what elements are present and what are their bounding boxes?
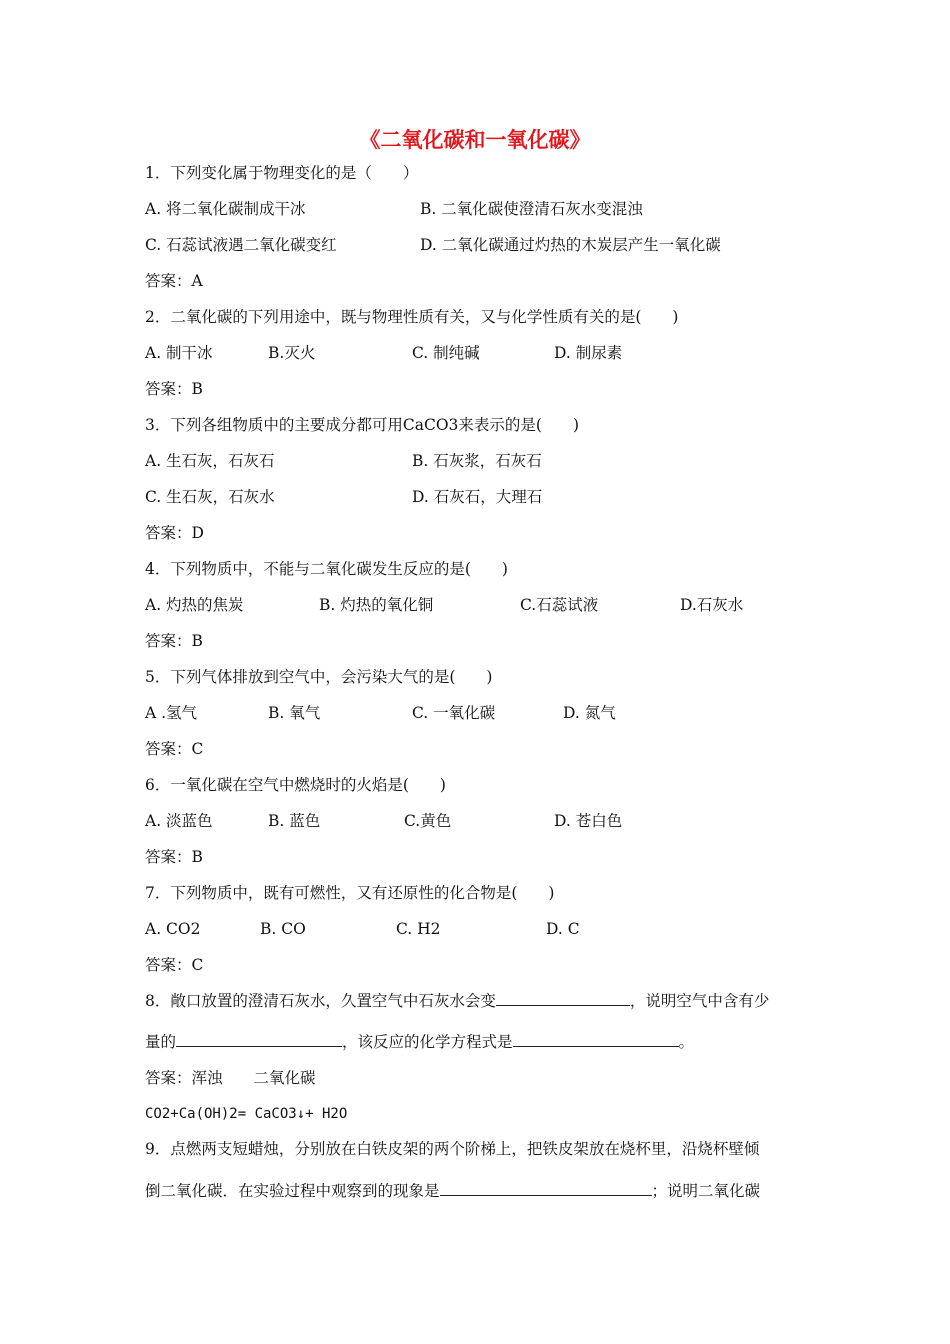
document-title: 《二氧化碳和一氧化碳》	[359, 128, 591, 152]
question-7-option-d: D. C	[546, 920, 580, 938]
question-8-text: 。	[678, 1033, 695, 1051]
question-6-answer: 答案：B	[145, 848, 203, 866]
question-9-text: 倒二氧化碳．在实验过程中观察到的现象是	[145, 1182, 440, 1200]
question-2-option-b: B.灭火	[268, 344, 316, 362]
question-8-text: ，说明空气中含有少	[629, 992, 770, 1010]
question-3-option-a: A. 生石灰，石灰石	[145, 452, 275, 470]
question-6-option-d: D. 苍白色	[554, 812, 623, 830]
question-1-answer: 答案：A	[145, 272, 203, 290]
fill-in-blank-4[interactable]	[440, 1181, 652, 1196]
question-9-text: ；说明二氧化碳	[651, 1182, 761, 1200]
question-1-stem: 1．下列变化属于物理变化的是（ ）	[145, 164, 419, 182]
question-3-answer: 答案：D	[145, 524, 204, 542]
question-4-answer: 答案：B	[145, 632, 203, 650]
question-5-answer: 答案：C	[145, 740, 204, 758]
question-7-option-b: B. CO	[260, 920, 306, 938]
question-2-stem: 2．二氧化碳的下列用途中，既与物理性质有关，又与化学性质有关的是( )	[145, 308, 679, 326]
question-3-option-c: C. 生石灰，石灰水	[145, 488, 275, 506]
question-5-option-c: C. 一氧化碳	[412, 704, 496, 722]
question-6-option-a: A. 淡蓝色	[145, 812, 213, 830]
question-9-line-2	[145, 1181, 760, 1201]
question-8-text: 量的	[145, 1033, 177, 1051]
question-3-stem: 3．下列各组物质中的主要成分都可用CaCO3来表示的是( )	[145, 416, 579, 434]
question-3-option-d: D. 石灰石，大理石	[412, 488, 543, 506]
question-8-text: ，该反应的化学方程式是	[342, 1033, 513, 1051]
question-5-stem: 5．下列气体排放到空气中，会污染大气的是( )	[145, 668, 493, 686]
question-8-line-1	[145, 991, 769, 1011]
fill-in-blank-3[interactable]	[513, 1032, 679, 1047]
question-7-stem: 7．下列物质中，既有可燃性，又有还原性的化合物是( )	[145, 884, 555, 902]
question-7-option-a: A. CO2	[145, 920, 201, 938]
fill-in-blank-2[interactable]	[176, 1032, 342, 1047]
question-6-option-b: B. 蓝色	[268, 812, 321, 830]
question-5-option-b: B. 氧气	[268, 704, 321, 722]
question-5-option-a: A .氢气	[145, 704, 198, 722]
question-1-option-d: D. 二氧化碳通过灼热的木炭层产生一氧化碳	[420, 236, 721, 254]
question-5-option-d: D. 氮气	[563, 704, 616, 722]
question-2-option-c: C. 制纯碱	[412, 344, 480, 362]
question-7-answer: 答案：C	[145, 956, 204, 974]
question-6-stem: 6．一氧化碳在空气中燃烧时的火焰是( )	[145, 776, 446, 794]
question-2-answer: 答案：B	[145, 380, 203, 398]
question-1-option-a: A. 将二氧化碳制成干冰	[145, 200, 306, 218]
question-8-answer: 答案：浑浊 二氧化碳	[145, 1069, 316, 1087]
question-9-line-1: 9．点燃两支短蜡烛，分别放在白铁皮架的两个阶梯上，把铁皮架放在烧杯里，沿烧杯壁倾	[145, 1140, 760, 1158]
question-4-option-b: B. 灼热的氧化铜	[319, 596, 434, 614]
question-4-option-d: D.石灰水	[680, 596, 744, 614]
question-1-option-c: C. 石蕊试液遇二氧化碳变红	[145, 236, 337, 254]
question-4-option-a: A. 灼热的焦炭	[145, 596, 244, 614]
question-3-option-b: B. 石灰浆，石灰石	[412, 452, 542, 470]
question-7-option-c: C. H2	[396, 920, 441, 938]
question-2-option-d: D. 制尿素	[554, 344, 623, 362]
question-8-line-2	[145, 1032, 694, 1052]
question-1-option-b: B. 二氧化碳使澄清石灰水变混浊	[420, 200, 643, 218]
question-4-stem: 4．下列物质中，不能与二氧化碳发生反应的是( )	[145, 560, 508, 578]
question-6-option-c: C.黄色	[404, 812, 452, 830]
question-8-text: 8．敞口放置的澄清石灰水，久置空气中石灰水会变	[145, 992, 496, 1010]
question-4-option-c: C.石蕊试液	[520, 596, 599, 614]
question-2-option-a: A. 制干冰	[145, 344, 213, 362]
fill-in-blank-1[interactable]	[496, 991, 630, 1006]
question-8-equation: CO2+Ca(OH)2= CaCO3↓+ H2O	[145, 1106, 348, 1122]
